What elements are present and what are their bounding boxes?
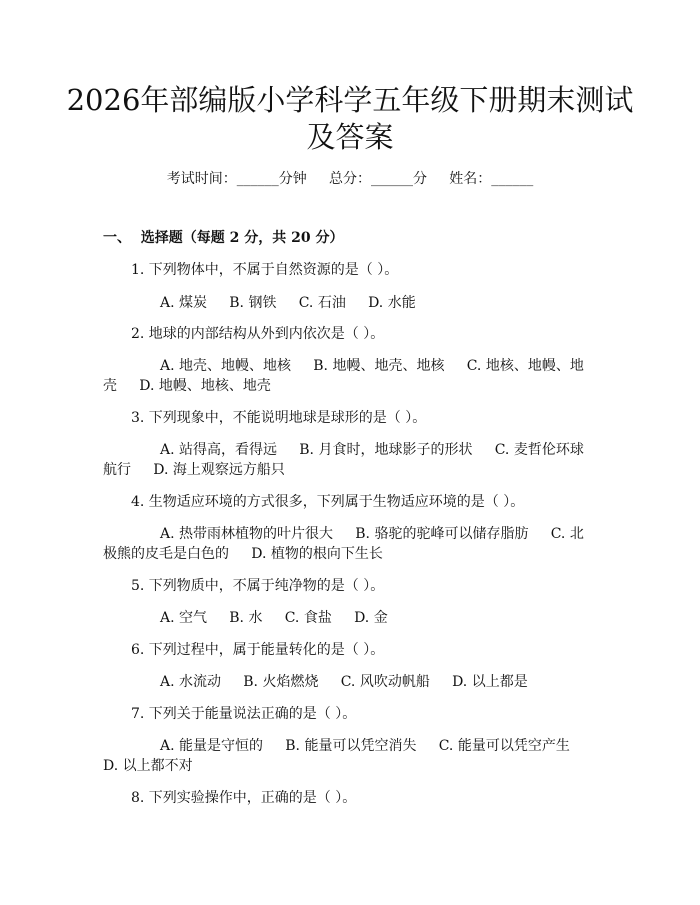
question-4: 4. 生物适应环境的方式很多，下列属于生物适应环境的是（ ）。 — [131, 494, 525, 510]
question-3-options: A. 站得高，看得远 B. 月食时，地球影子的形状 C. 麦哲伦环球 — [160, 442, 584, 458]
section-heading-choice: 一、 选择题（每题 2 分，共 20 分） — [103, 230, 344, 246]
question-4-options: A. 热带雨林植物的叶片很大 B. 骆驼的驼峰可以储存脂肪 C. 北 — [160, 526, 584, 542]
question-5: 5. 下列物质中，不属于纯净物的是（ ）。 — [131, 578, 385, 594]
question-2-options: A. 地壳、地幔、地核 B. 地幔、地壳、地核 C. 地核、地幔、地 — [160, 358, 584, 374]
question-1: 1. 下列物体中，不属于自然资源的是（ ）。 — [131, 262, 399, 278]
question-6-options: A. 水流动 B. 火焰燃烧 C. 风吹动帆船 D. 以上都是 — [160, 674, 528, 690]
question-3-options-continued: 航行 D. 海上观察远方船只 — [103, 462, 285, 478]
question-5-options: A. 空气 B. 水 C. 食盐 D. 金 — [160, 610, 388, 626]
exam-info-line: 考试时间：______分钟 总分：______分 姓名：______ — [166, 171, 534, 187]
document-title-line-1: 2026年部编版小学科学五年级下册期末测试 — [66, 83, 634, 117]
question-1-options: A. 煤炭 B. 钢铁 C. 石油 D. 水能 — [160, 295, 416, 311]
question-7-options-continued: D. 以上都不对 — [103, 758, 193, 774]
question-7-options: A. 能量是守恒的 B. 能量可以凭空消失 C. 能量可以凭空产生 — [160, 738, 570, 754]
question-2-options-continued: 壳 D. 地幔、地核、地壳 — [103, 378, 271, 394]
question-3: 3. 下列现象中，不能说明地球是球形的是（ ）。 — [131, 410, 427, 426]
question-8: 8. 下列实验操作中，正确的是（ ）。 — [131, 790, 357, 806]
question-2: 2. 地球的内部结构从外到内依次是（ ）。 — [131, 326, 385, 342]
question-7: 7. 下列关于能量说法正确的是（ ）。 — [131, 706, 357, 722]
question-6: 6. 下列过程中，属于能量转化的是（ ）。 — [131, 642, 385, 658]
document-title-line-2: 及答案 — [306, 120, 394, 154]
question-4-options-continued: 极熊的皮毛是白色的 D. 植物的根向下生长 — [103, 546, 383, 562]
